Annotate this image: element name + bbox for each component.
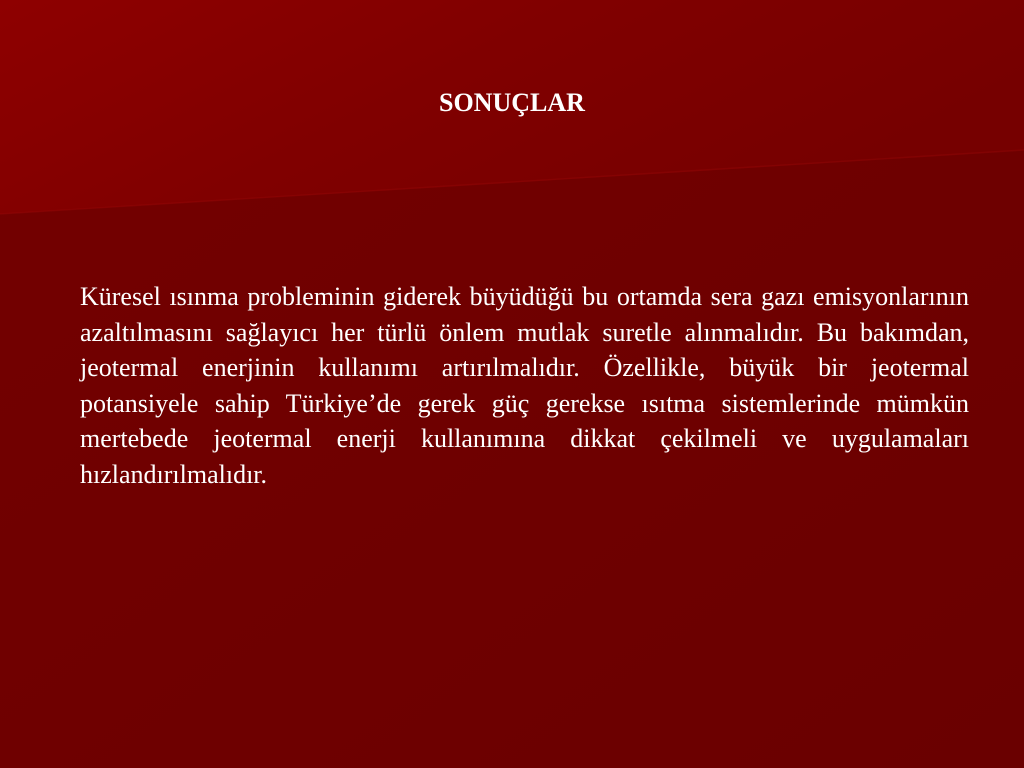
body-paragraph: Küresel ısınma probleminin giderek büyüdüğü bu ortamda sera gazı emisyonlarının azaltılmasını sağlayıcı her türlü önlem mutlak suretle alınmalıdır. Bu bakımdan, jeotermal enerjinin kullanımı artırılmalıdır. Özellikle, büyük bir jeotermal potansiyele sahip Türkiye’de gerek güç gerekse ısıtma sistemlerinde mümkün mertebede jeotermal enerji kullanımına dikkat çekilmeli ve uygulamaları hızlandırılmalıdır.	[80, 282, 969, 489]
slide-title: SONUÇLAR	[439, 88, 585, 117]
